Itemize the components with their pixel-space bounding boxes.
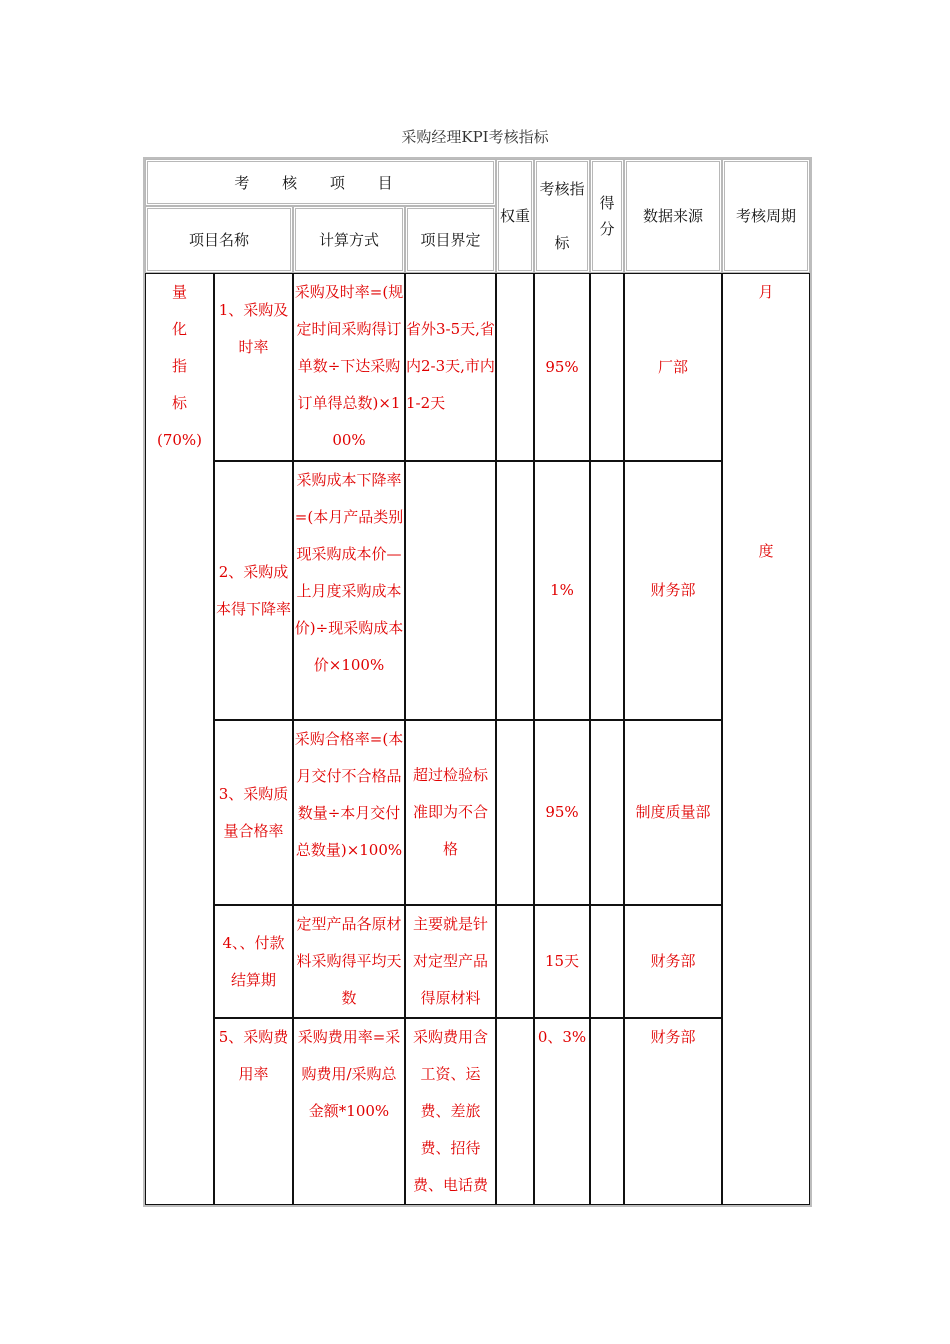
kpi-table-wrapper bbox=[143, 157, 808, 1194]
header-group: 考 核 项 目 bbox=[145, 159, 496, 206]
table-row bbox=[145, 273, 810, 461]
item-define bbox=[405, 461, 496, 720]
item-source: 制度质量部 bbox=[624, 720, 722, 905]
item-weight bbox=[496, 720, 534, 905]
item-target: 0、3% bbox=[534, 1018, 590, 1205]
item-score bbox=[590, 273, 624, 461]
item-define: 主要就是针对定型产品得原材料 bbox=[405, 905, 496, 1018]
cycle-top: 月 bbox=[758, 283, 774, 301]
item-score bbox=[590, 461, 624, 720]
item-target: 95% bbox=[534, 273, 590, 461]
item-weight bbox=[496, 905, 534, 1018]
table-row bbox=[145, 461, 810, 720]
category-char: 化 bbox=[171, 320, 187, 338]
item-source: 厂部 bbox=[624, 273, 722, 461]
header-calc: 计算方式 bbox=[293, 206, 405, 273]
header-score: 得分 bbox=[590, 159, 624, 273]
item-score bbox=[590, 1018, 624, 1205]
item-define: 省外3-5天,省内2-3天,市内1-2天 bbox=[405, 273, 496, 461]
item-source: 财务部 bbox=[624, 461, 722, 720]
item-weight bbox=[496, 461, 534, 720]
item-source: 财务部 bbox=[624, 905, 722, 1018]
item-define: 超过检验标准即为不合格 bbox=[405, 720, 496, 905]
cycle-cell bbox=[722, 273, 810, 1205]
item-score bbox=[590, 905, 624, 1018]
item-calc: 采购合格率=(本月交付不合格品数量÷本月交付总数量)×100% bbox=[293, 720, 405, 905]
item-calc: 定型产品各原材料采购得平均天数 bbox=[293, 905, 405, 1018]
header-target: 考核指标 bbox=[534, 159, 590, 273]
item-target: 1% bbox=[534, 461, 590, 720]
header-source: 数据来源 bbox=[624, 159, 722, 273]
item-target: 95% bbox=[534, 720, 590, 905]
item-name: 2、采购成本得下降率 bbox=[214, 461, 293, 720]
header-weight: 权重 bbox=[496, 159, 534, 273]
item-name: 4、、付款结算期 bbox=[214, 905, 293, 1018]
item-calc: 采购成本下降率=(本月产品类别现采购成本价—上月度采购成本价)÷现采购成本价×100% bbox=[293, 461, 405, 720]
item-source: 财务部 bbox=[624, 1018, 722, 1205]
item-weight bbox=[496, 273, 534, 461]
item-define: 采购费用含工资、运费、差旅费、招待费、电话费 bbox=[405, 1018, 496, 1205]
category-char: 指 bbox=[171, 357, 187, 375]
item-name: 3、采购质量合格率 bbox=[214, 720, 293, 905]
item-name: 1、采购及时率 bbox=[214, 273, 293, 461]
category-char: 标 bbox=[171, 394, 187, 412]
table-row bbox=[145, 1018, 810, 1205]
header-row-1 bbox=[145, 159, 810, 206]
category-cell bbox=[145, 273, 214, 1205]
item-weight bbox=[496, 1018, 534, 1205]
cycle-middle: 度 bbox=[758, 542, 774, 560]
item-calc: 采购费用率=采购费用/采购总金额*100% bbox=[293, 1018, 405, 1205]
document-title: 采购经理KPI考核指标 bbox=[401, 128, 549, 146]
category-weight: (70%) bbox=[156, 431, 203, 449]
item-calc: 采购及时率=(规定时间采购得订单数÷下达采购订单得总数)×100% bbox=[293, 273, 405, 461]
header-item-name: 项目名称 bbox=[145, 206, 293, 273]
header-cycle: 考核周期 bbox=[722, 159, 810, 273]
table-row bbox=[145, 905, 810, 1018]
category-char: 量 bbox=[171, 283, 187, 301]
item-target: 15天 bbox=[534, 905, 590, 1018]
kpi-table bbox=[143, 157, 812, 1207]
table-row bbox=[145, 720, 810, 905]
item-name: 5、采购费用率 bbox=[214, 1018, 293, 1205]
header-define: 项目界定 bbox=[405, 206, 496, 273]
item-score bbox=[590, 720, 624, 905]
